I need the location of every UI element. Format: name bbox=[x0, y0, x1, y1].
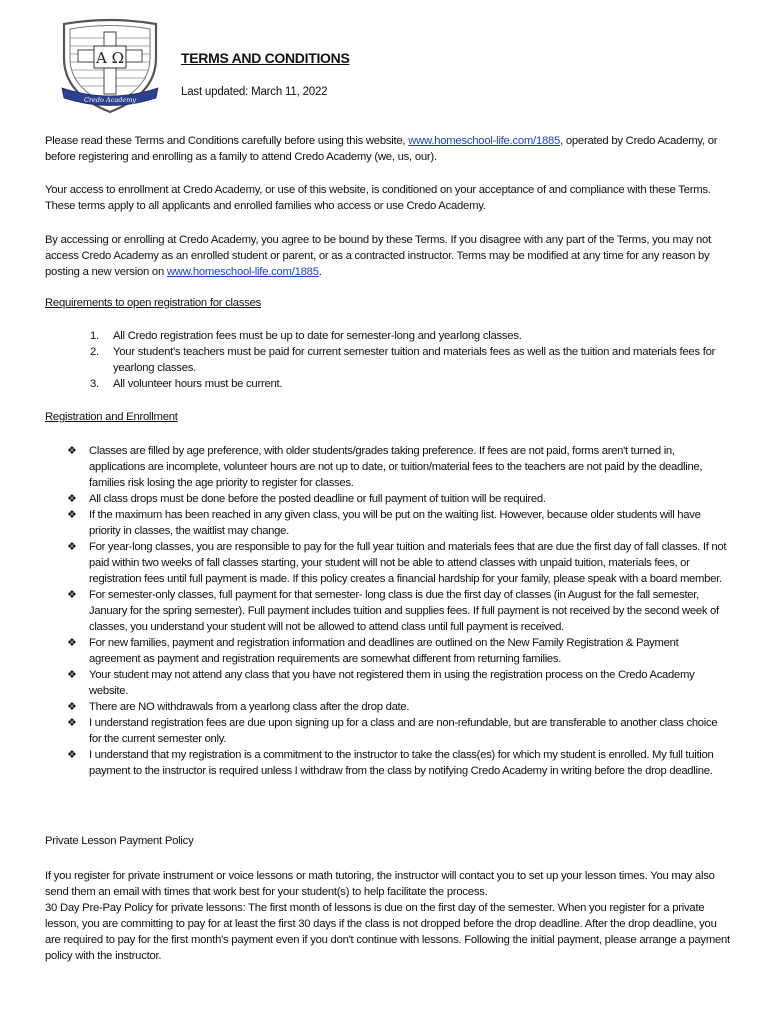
list-item bbox=[45, 539, 730, 587]
list-item bbox=[45, 635, 730, 667]
private-lesson-paragraph-1: If you register for private instrument or voice lessons or math tutoring, the instructor will contact you to set up your lesson times. You may also send them an email with times that work best for your student(s) to help facilitate the process. bbox=[45, 870, 715, 898]
list-item bbox=[45, 443, 730, 491]
intro-paragraph-1 bbox=[45, 133, 730, 165]
list-item-text: Your student may not attend any class that you have not registered them in using the registration process on the Credo Academy website. bbox=[89, 669, 695, 697]
requirements-list bbox=[45, 328, 730, 392]
list-item-text: All class drops must be done before the posted deadline or full payment of tuition will be required. bbox=[89, 493, 546, 505]
list-item bbox=[45, 587, 730, 635]
logo-banner-text: Credo Academy bbox=[83, 96, 137, 104]
intro-p3-before: By accessing or enrolling at Credo Academy, you agree to be bound by these Terms. If you disagree with any part of the Terms, you may not access Credo Academy as an enrolled student or parent, or as a contracted instructor. Terms may be modified at any time for any reason by posting a new version on bbox=[45, 234, 711, 278]
diamond-bullet-icon: ❖ bbox=[67, 669, 77, 681]
private-lesson-paragraph-2: 30 Day Pre-Pay Policy for private lessons: The first month of lessons is due on the first day of the semester. When you register for a private lesson, you are committing to pay for at least the first 30 days if the class is not dropped before the drop deadline. After the drop deadline, you are required to pay for the first month's payment even if you don't continue with lessons. Following the initial payment, please arrange a payment policy with the instructor. bbox=[45, 902, 730, 962]
list-item-text: For new families, payment and registration information and deadlines are outlined on the New Family Registration & Payment agreement as payment and registration requirements are somewhat different from returning families. bbox=[89, 637, 679, 665]
diamond-bullet-icon: ❖ bbox=[67, 541, 77, 553]
list-item bbox=[45, 376, 730, 392]
intro-p1-after: , operated by Credo Academy, or before registering and enrolling as a family to attend Credo Academy (we, us, our). bbox=[45, 135, 718, 163]
list-item bbox=[45, 507, 730, 539]
diamond-bullet-icon: ❖ bbox=[67, 701, 77, 713]
registration-list bbox=[45, 443, 730, 779]
diamond-bullet-icon: ❖ bbox=[67, 445, 77, 457]
list-item-text: I understand that my registration is a commitment to the instructor to take the class(es) for which my student is enrolled. My full tuition payment to the instructor is required unless I withdraw from the class by notifying Credo Academy in writing before the drop deadline. bbox=[89, 749, 714, 777]
list-item-text: There are NO withdrawals from a yearlong class after the drop date. bbox=[89, 701, 410, 713]
list-item-text: Your student's teachers must be paid for current semester tuition and materials fees as well as the tuition and materials fees for yearlong classes. bbox=[113, 346, 716, 374]
list-item-text: For year-long classes, you are responsible to pay for the full year tuition and materials fees that are due the first day of fall classes. If not paid within two weeks of fall classes starting, your student will not be able to attend classes with unpaid tuition, materials fees, or registration fees until full payment is made. If this policy creates a financial hardship for your family, please speak with a board member. bbox=[89, 541, 727, 585]
homeschool-life-link[interactable]: www.homeschool-life.com/1885 bbox=[408, 135, 561, 147]
list-item bbox=[45, 747, 730, 779]
diamond-bullet-icon: ❖ bbox=[67, 509, 77, 521]
list-number: 1. bbox=[90, 330, 99, 342]
list-item bbox=[45, 491, 730, 507]
list-item bbox=[45, 715, 730, 747]
intro-paragraph-3 bbox=[45, 232, 730, 280]
registration-heading: Registration and Enrollment bbox=[45, 411, 178, 423]
list-item-text: All Credo registration fees must be up to date for semester-long and yearlong classes. bbox=[113, 330, 522, 342]
credo-academy-logo bbox=[56, 18, 164, 116]
list-item-text: For semester-only classes, full payment for that semester- long class is due the first day of classes (in August for the fall semester, January for the spring semester). Full payment includes tuition and supplies fees. If full payment is not received by the second week of classes, you understand your student will not be allowed to attend class until full payment is received. bbox=[89, 589, 719, 633]
diamond-bullet-icon: ❖ bbox=[67, 717, 77, 729]
intro-p1-before: Please read these Terms and Conditions carefully before using this website, bbox=[45, 135, 409, 147]
page-title: TERMS AND CONDITIONS bbox=[181, 50, 350, 66]
diamond-bullet-icon: ❖ bbox=[67, 493, 77, 505]
diamond-bullet-icon: ❖ bbox=[67, 637, 77, 649]
list-number: 2. bbox=[90, 346, 99, 358]
list-item-text: All volunteer hours must be current. bbox=[113, 378, 283, 390]
list-item-text: If the maximum has been reached in any given class, you will be put on the waiting list. However, because older students will have priority in classes, the waitlist may change. bbox=[89, 509, 701, 537]
list-item bbox=[45, 699, 730, 715]
list-item bbox=[45, 328, 730, 344]
private-lesson-heading: Private Lesson Payment Policy bbox=[45, 835, 194, 847]
diamond-bullet-icon: ❖ bbox=[67, 749, 77, 761]
last-updated: Last updated: March 11, 2022 bbox=[181, 86, 328, 98]
requirements-heading: Requirements to open registration for classes bbox=[45, 297, 262, 309]
diamond-bullet-icon: ❖ bbox=[67, 589, 77, 601]
list-number: 3. bbox=[90, 378, 99, 390]
intro-paragraph-2: Your access to enrollment at Credo Academy, or use of this website, is conditioned on your acceptance of and compliance with these Terms. These terms apply to all applicants and enrolled families who access or use Credo Academy. bbox=[45, 184, 711, 212]
list-item bbox=[45, 344, 730, 376]
list-item-text: Classes are filled by age preference, with older students/grades taking preference. If fees are not paid, forms aren't turned in, applications are incomplete, volunteer hours are not up to date, or tuition/material fees to the teachers are not paid by the deadline, families risk losing the age priority to register for classes. bbox=[89, 445, 703, 489]
intro-p3-after: . bbox=[318, 266, 322, 278]
logo-letters: A Ω bbox=[95, 49, 125, 67]
list-item-text: I understand registration fees are due upon signing up for a class and are non-refundable, but are transferable to another class choice for the current semester only. bbox=[89, 717, 718, 745]
list-item bbox=[45, 667, 730, 699]
homeschool-life-link-2[interactable]: www.homeschool-life.com/1885 bbox=[166, 266, 319, 278]
